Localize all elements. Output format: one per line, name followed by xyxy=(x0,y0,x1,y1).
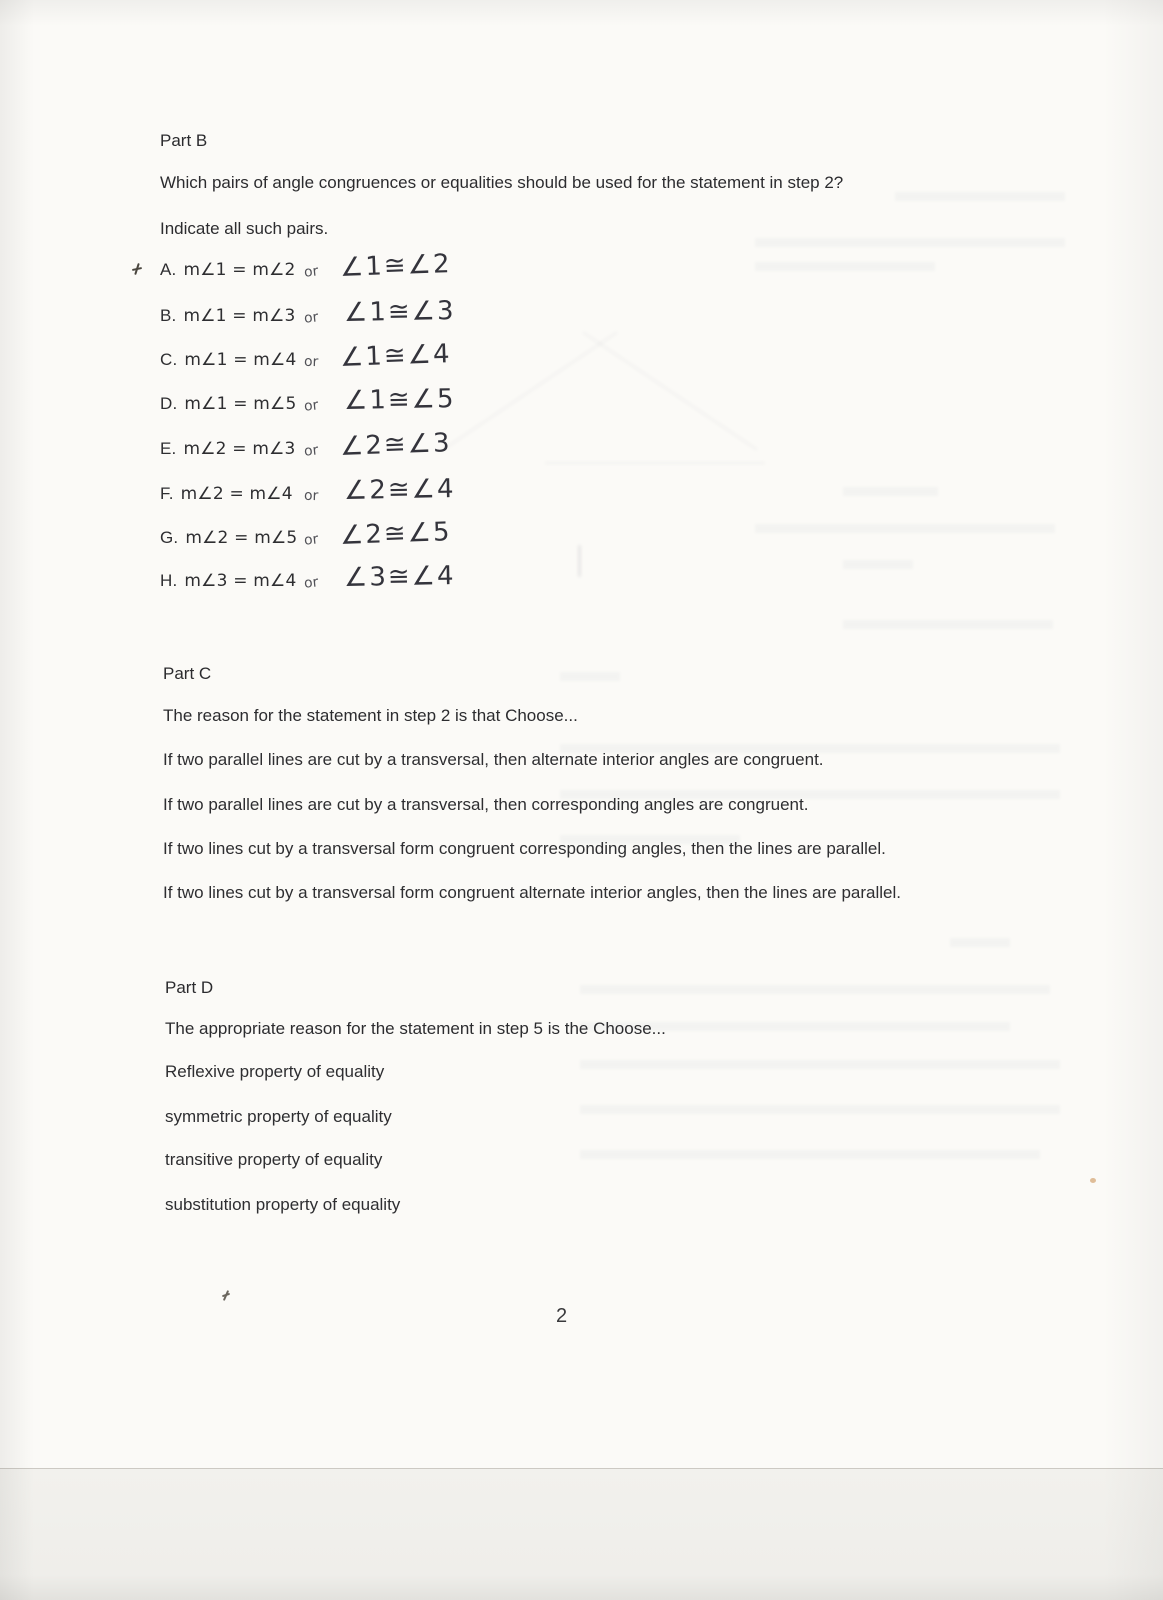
pair-printed-equation: C. m∠1 = m∠4 xyxy=(160,350,297,370)
pair-row-d xyxy=(160,384,580,434)
bleed-through-line xyxy=(755,524,1055,533)
handwritten-or: or xyxy=(303,397,320,415)
part-d-option-2: symmetric property of equality xyxy=(165,1107,392,1126)
handwritten-congruence: ∠1≅∠4 xyxy=(339,339,452,373)
scan-shadow-left xyxy=(0,0,34,1600)
bleed-through-line xyxy=(755,262,935,271)
handwritten-or: or xyxy=(303,574,320,592)
part-c-heading: Part C xyxy=(163,664,212,683)
bleed-through-figure-line xyxy=(582,331,757,450)
bleed-through-line xyxy=(560,672,620,681)
part-d-option-1: Reflexive property of equality xyxy=(165,1062,385,1081)
pair-printed-equation: D. m∠1 = m∠5 xyxy=(160,394,297,414)
part-d-option-4: substitution property of equality xyxy=(165,1195,401,1214)
pair-printed-equation: A. m∠1 = m∠2 xyxy=(160,260,296,280)
handwritten-congruence: ∠3≅∠4 xyxy=(343,561,456,593)
page-bottom-edge xyxy=(0,1468,1163,1600)
handwritten-or: or xyxy=(303,531,320,549)
bleed-through-line xyxy=(580,1060,1060,1069)
pair-row-b xyxy=(160,296,580,346)
handwritten-congruence: ∠2≅∠4 xyxy=(343,474,456,506)
part-c-option-2: If two parallel lines are cut by a transversal, then corresponding angles are congruent. xyxy=(163,795,809,814)
part-c-option-1: If two parallel lines are cut by a transversal, then alternate interior angles are congruent. xyxy=(163,750,824,769)
part-b-instruction: Indicate all such pairs. xyxy=(160,219,329,238)
bleed-through-line xyxy=(755,238,1065,247)
bleed-through-line xyxy=(895,192,1065,201)
pair-row-e xyxy=(160,428,580,479)
part-c-option-4: If two lines cut by a transversal form congruent alternate interior angles, then the lines are parallel. xyxy=(163,883,901,902)
bleed-through-line xyxy=(843,487,938,496)
pair-row-h xyxy=(160,561,580,611)
pencil-mark xyxy=(132,263,142,275)
handwritten-congruence: ∠1≅∠2 xyxy=(339,249,452,283)
pair-row-f xyxy=(160,474,580,524)
bleed-through-line xyxy=(580,985,1050,994)
pair-printed-equation: E. m∠2 = m∠3 xyxy=(160,439,296,459)
pair-printed-equation: B. m∠1 = m∠3 xyxy=(160,306,296,326)
part-c-question: The reason for the statement in step 2 is that Choose... xyxy=(163,706,578,725)
scan-shadow-top xyxy=(0,0,1163,26)
handwritten-congruence: ∠1≅∠5 xyxy=(343,384,456,416)
pair-printed-equation: G. m∠2 = m∠5 xyxy=(160,528,298,548)
handwritten-congruence: ∠2≅∠5 xyxy=(339,517,452,551)
handwritten-or: or xyxy=(303,309,320,327)
bleed-through-line xyxy=(950,938,1010,947)
orange-speck xyxy=(1090,1178,1097,1185)
handwritten-or: or xyxy=(303,487,319,505)
handwritten-or: or xyxy=(303,263,320,281)
part-b-heading: Part B xyxy=(160,131,208,150)
part-c-option-3: If two lines cut by a transversal form congruent corresponding angles, then the lines are parallel. xyxy=(163,839,886,858)
bleed-through-line xyxy=(580,1150,1040,1159)
pair-printed-equation: F. m∠2 = m∠4 xyxy=(160,484,293,504)
part-d-question: The appropriate reason for the statement in step 5 is the Choose... xyxy=(165,1019,666,1038)
handwritten-or: or xyxy=(303,442,320,460)
handwritten-or: or xyxy=(303,353,319,371)
bleed-through-line xyxy=(843,560,913,569)
part-d-heading: Part D xyxy=(165,978,214,997)
part-b-question: Which pairs of angle congruences or equalities should be used for the statement in step 2? xyxy=(160,173,844,192)
pair-printed-equation: H. m∠3 = m∠4 xyxy=(160,571,297,591)
scan-shadow-right xyxy=(1103,0,1163,1600)
bleed-through-line xyxy=(843,620,1053,629)
handwritten-congruence: ∠2≅∠3 xyxy=(339,428,452,462)
part-d-option-3: transitive property of equality xyxy=(165,1150,383,1169)
page-number: 2 xyxy=(556,1305,568,1327)
handwritten-congruence: ∠1≅∠3 xyxy=(343,296,456,328)
pencil-mark xyxy=(222,1290,231,1301)
pair-row-a xyxy=(160,249,580,300)
bleed-through-line xyxy=(580,1105,1060,1114)
pair-row-c xyxy=(160,339,580,390)
